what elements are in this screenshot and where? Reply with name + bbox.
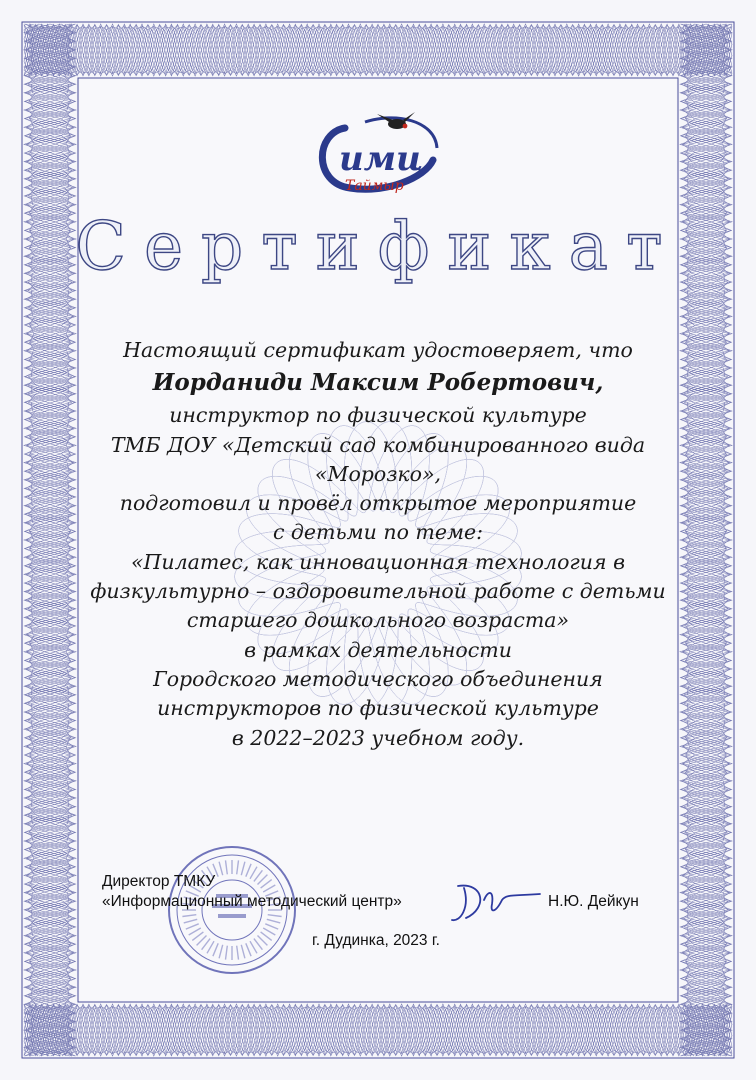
signer-name: Н.Ю. Дейкун: [548, 893, 639, 910]
director-title: Директор ТМКУ: [102, 873, 216, 890]
recipient-name: Иорданиди Максим Робертович,: [152, 369, 604, 397]
certificate-title: Сертификат: [75, 208, 681, 285]
body-line: инструктор по физической культуре: [169, 403, 587, 428]
intro-line: Настоящий сертификат удостоверяет, что: [123, 338, 633, 362]
imc-logo: [305, 108, 455, 208]
logo-subtitle: Таймыр: [345, 178, 404, 194]
director-block: [102, 872, 402, 912]
body-line: в 2022–2023 учебном году.: [231, 725, 525, 750]
certificate-body: [90, 336, 666, 753]
body-line: «Морозко»,: [314, 461, 442, 486]
body-line: в рамках деятельности: [244, 637, 512, 662]
logo-text: имц: [339, 139, 424, 179]
signature: [444, 878, 544, 926]
body-line: ТМБ ДОУ «Детский сад комбинированного вида: [110, 432, 646, 457]
body-line: инструкторов по физической культуре: [157, 696, 599, 721]
body-line: подготовил и провёл открытое мероприятие: [119, 491, 637, 516]
director-organization: «Информационный методический центр»: [102, 893, 402, 910]
body-line: старшего дошкольного возраста»: [186, 608, 570, 633]
body-line: «Пилатес, как инновационная технология в: [130, 549, 626, 574]
body-line: с детьми по теме:: [272, 520, 484, 545]
body-line: Городского методического объединения: [153, 666, 603, 691]
place-date: г. Дудинка, 2023 г.: [312, 932, 440, 949]
body-line: физкультурно – оздоровительной работе с детьми: [90, 579, 666, 604]
